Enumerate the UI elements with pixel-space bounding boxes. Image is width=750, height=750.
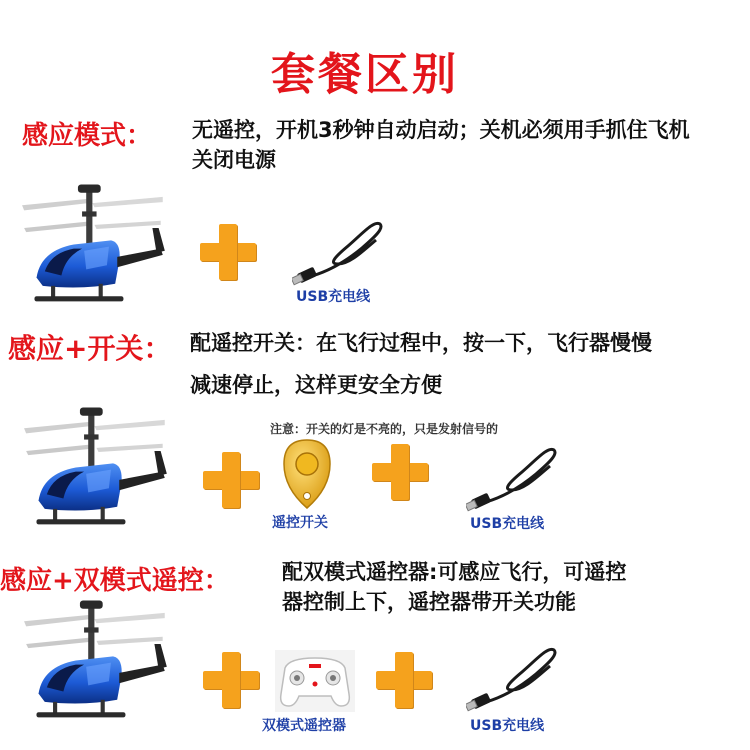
package-1-helicopter-image [20, 182, 170, 307]
package-3-cable-caption: USB充电线 [470, 718, 545, 734]
usb-cable-icon [466, 446, 562, 512]
plus-icon [203, 452, 259, 508]
package-3-remote-caption: 双模式遥控器 [262, 718, 346, 734]
package-2-desc-line1: 配遥控开关：在飞行过程中，按一下，飞行器慢慢 [190, 331, 652, 355]
remote-switch-icon [280, 436, 334, 510]
package-1-desc-line1: 无遥控，开机3秒钟自动启动；关机必须用手抓住飞机 [192, 118, 690, 142]
package-3-desc-line1: 配双模式遥控器:可感应飞行，可遥控 [282, 560, 627, 584]
package-2-switch-caption: 遥控开关 [272, 515, 328, 531]
package-2-cable-caption: USB充电线 [470, 516, 545, 532]
page-title: 套餐区别 [271, 49, 459, 100]
plus-icon [376, 652, 432, 708]
plus-icon [200, 224, 256, 280]
plus-icon [372, 444, 428, 500]
plus-icon [203, 652, 259, 708]
package-3-label: 感应+双模式遥控： [0, 566, 230, 596]
package-2-note: 注意：开关的灯是不亮的，只是发射信号的 [270, 422, 499, 436]
package-3-helicopter-image [22, 598, 172, 723]
usb-cable-icon [292, 220, 388, 286]
dual-mode-remote-icon [275, 650, 355, 712]
package-2-helicopter-image [22, 405, 172, 530]
package-1-cable-caption: USB充电线 [296, 289, 371, 305]
package-3-desc-line2: 器控制上下，遥控器带开关功能 [282, 590, 576, 614]
package-1-desc-line2: 关闭电源 [192, 148, 276, 172]
package-2-label: 感应+开关： [8, 332, 172, 365]
usb-cable-icon [466, 646, 562, 712]
package-1-label: 感应模式： [22, 121, 153, 151]
package-2-desc-line2: 减速停止，这样更安全方便 [190, 373, 442, 397]
